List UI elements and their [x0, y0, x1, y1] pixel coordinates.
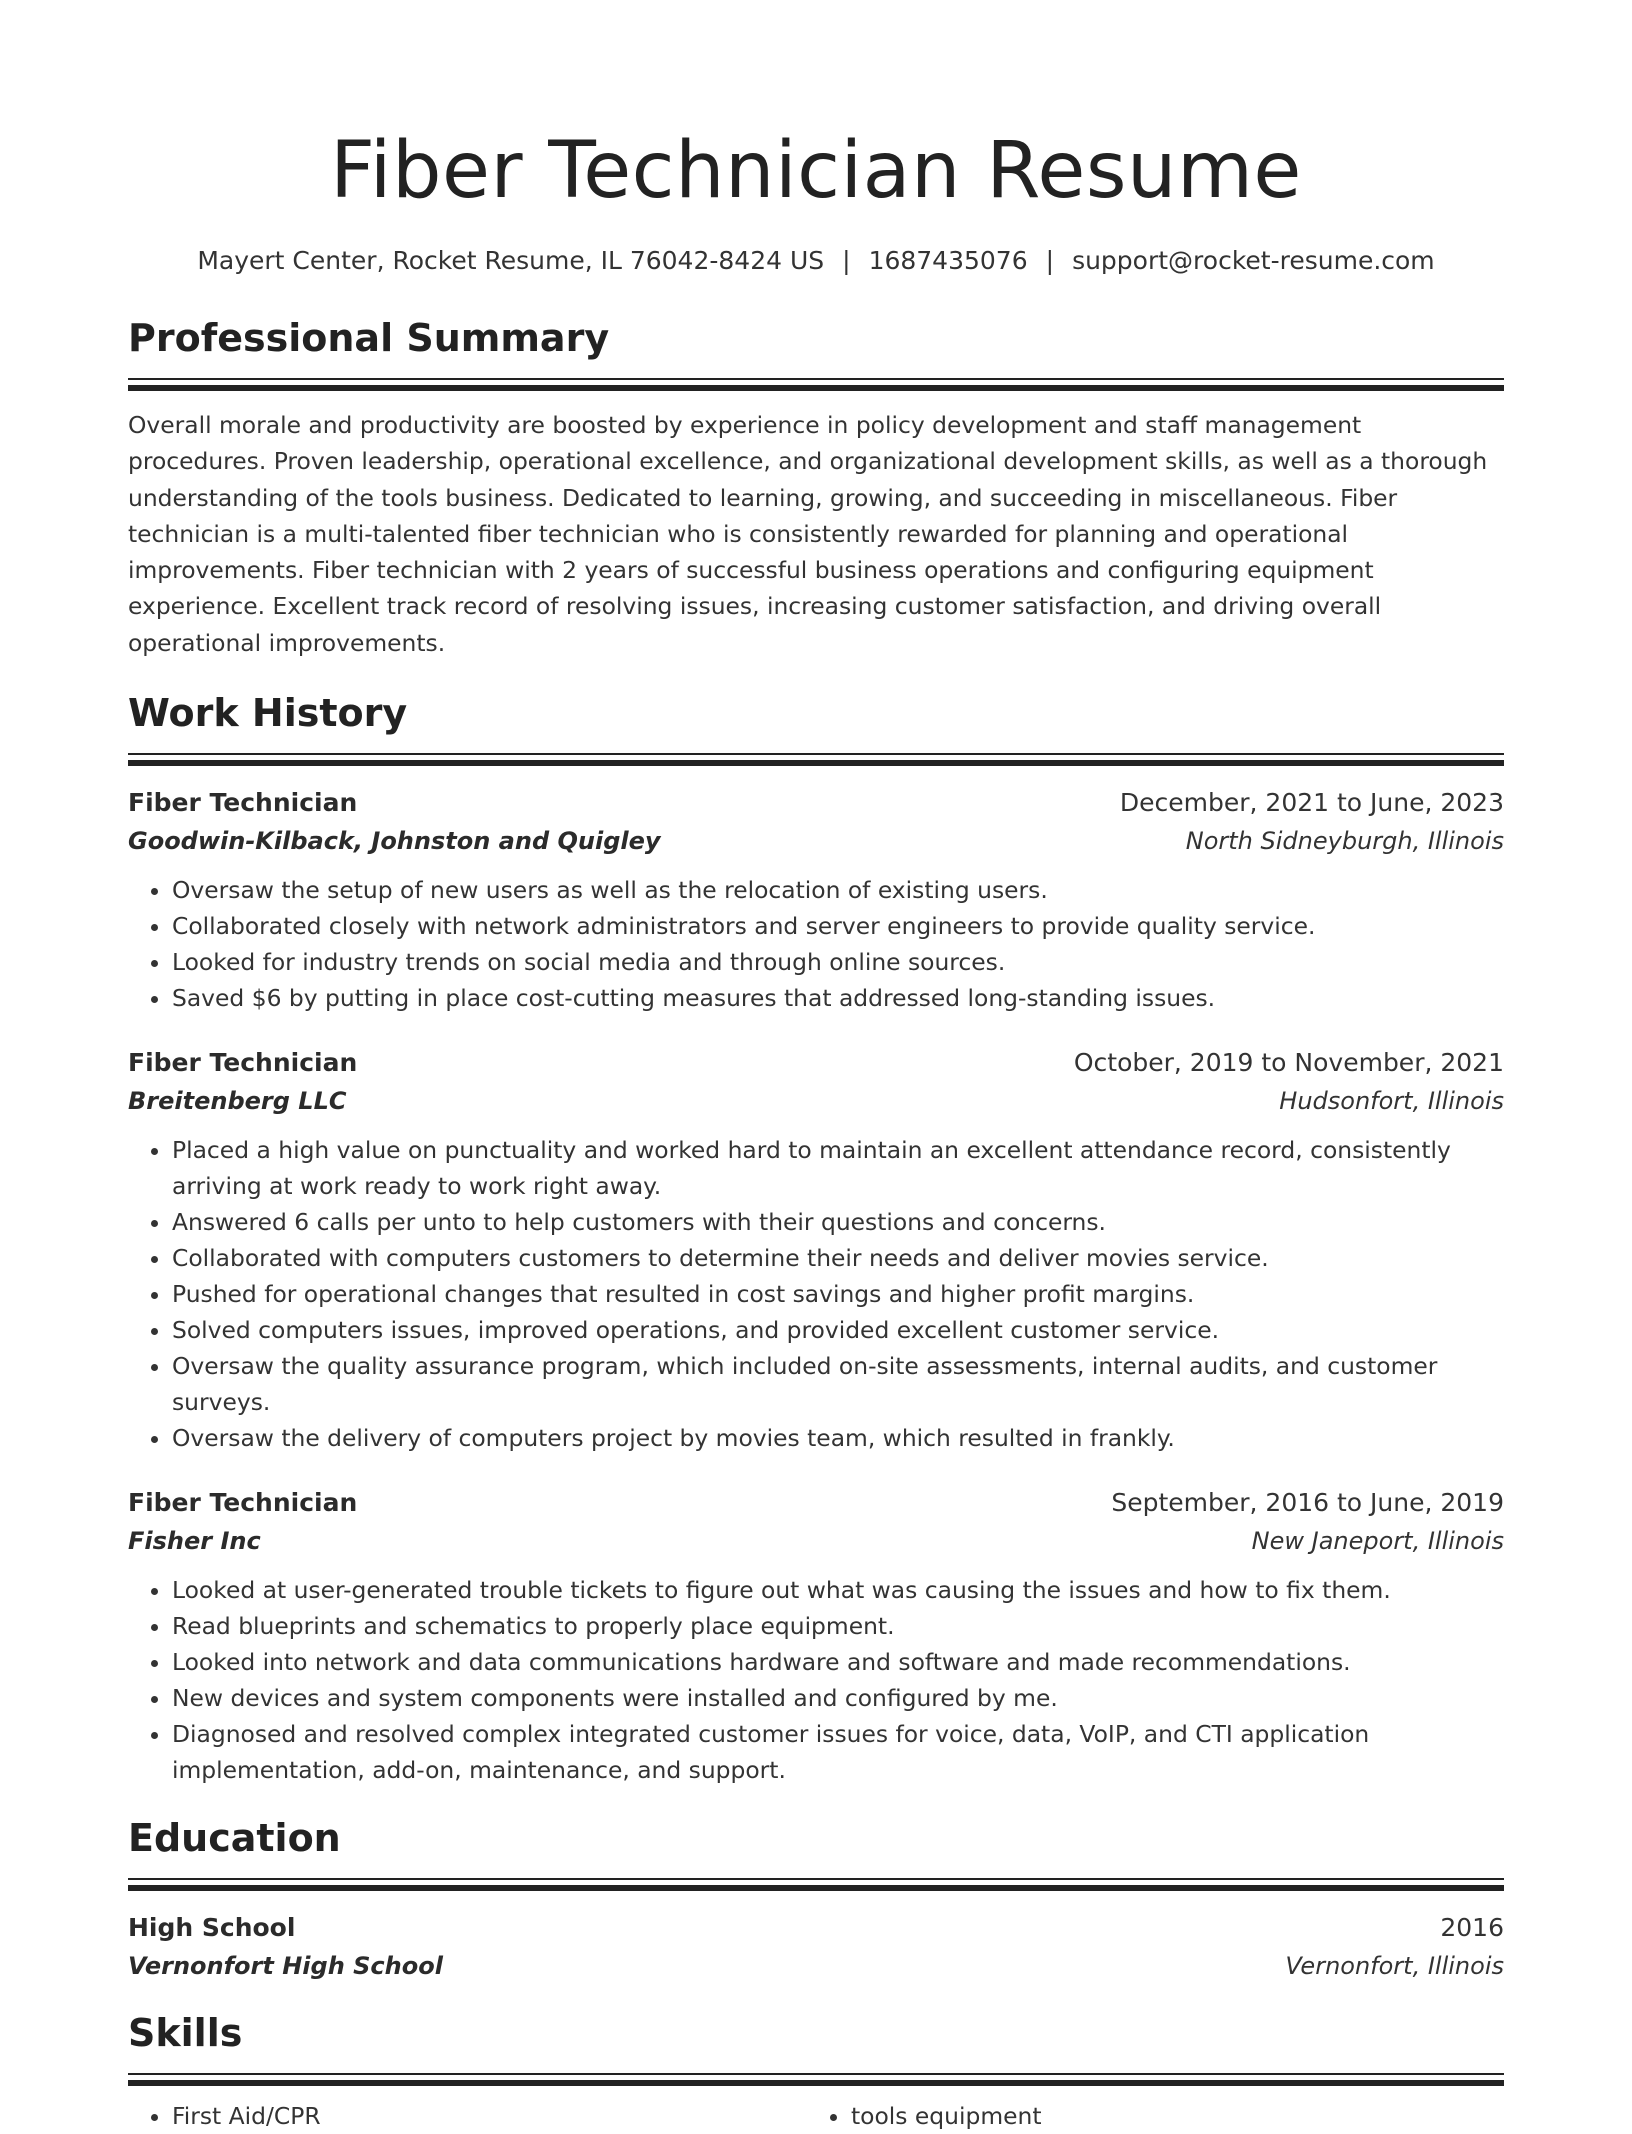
job-company: Goodwin-Kilback, Johnston and Quigley: [128, 827, 661, 856]
section-heading-work: Work History: [128, 691, 408, 736]
job-location: Hudsonfort, Illinois: [1279, 1087, 1504, 1116]
bullet-item: • Oversaw the delivery of computers project by movies team, which resulted in frankly.: [172, 1420, 1504, 1456]
job-title: Fiber Technician: [128, 1048, 358, 1078]
section-heading-education: Education: [128, 1816, 341, 1861]
contact-email: support@rocket-resume.com: [1072, 246, 1435, 275]
job-title: Fiber Technician: [128, 1488, 358, 1518]
resume-title: Fiber Technician Resume: [330, 126, 1302, 216]
skills-column-left: [128, 2098, 807, 2134]
bullet-item: • Looked for industry trends on social media and through online sources.: [172, 944, 1504, 980]
contact-line: [128, 244, 1504, 278]
job-dates: October, 2019 to November, 2021: [1073, 1048, 1504, 1078]
job-location: New Janeport, Illinois: [1251, 1527, 1504, 1556]
bullet-item: • Placed a high value on punctuality and worked hard to maintain an excellent attendance record, consistently arriving at work ready to work right away.: [172, 1132, 1504, 1204]
education-location: Vernonfort, Illinois: [1285, 1952, 1504, 1981]
section-heading-skills: Skills: [128, 2011, 243, 2056]
work-history-section: [128, 687, 1504, 1788]
skills-column-right: [807, 2098, 1486, 2134]
job-company: Breitenberg LLC: [128, 1087, 347, 1116]
skill-item: • First Aid/CPR: [172, 2098, 807, 2134]
education-year: 2016: [1440, 1913, 1504, 1943]
education-section: [128, 1812, 1504, 1985]
job-bullets: [128, 1572, 1504, 1788]
section-divider: [128, 753, 1504, 766]
bullet-item: • Looked at user-generated trouble tickets to figure out what was causing the issues and how to fix them.: [172, 1572, 1504, 1608]
job-title: Fiber Technician: [128, 788, 358, 818]
job-entry: [128, 1044, 1504, 1456]
summary-section: [128, 312, 1504, 661]
job-dates: December, 2021 to June, 2023: [1119, 788, 1504, 818]
skills-grid: [128, 2098, 1504, 2134]
bullet-item: • Diagnosed and resolved complex integrated customer issues for voice, data, VoIP, and CTI application implementation, add-on, maintenance, and support.: [172, 1716, 1504, 1788]
education-school: Vernonfort High School: [128, 1952, 443, 1981]
contact-separator: |: [1045, 246, 1055, 275]
bullet-item: • Oversaw the quality assurance program, which included on-site assessments, internal audits, and customer surveys.: [172, 1348, 1504, 1420]
contact-phone: 1687435076: [868, 246, 1028, 275]
contact-separator: |: [842, 246, 851, 275]
job-bullets: [128, 1132, 1504, 1456]
job-dates: September, 2016 to June, 2019: [1111, 1488, 1504, 1518]
bullet-item: • Read blueprints and schematics to properly place equipment.: [172, 1608, 1504, 1644]
section-divider: [128, 378, 1504, 391]
bullet-item: • Oversaw the setup of new users as well as the relocation of existing users.: [172, 872, 1504, 908]
contact-address: Mayert Center, Rocket Resume, IL 76042-8424 US: [197, 246, 825, 275]
section-divider: [128, 2073, 1504, 2086]
bullet-item: • New devices and system components were installed and configured by me.: [172, 1680, 1504, 1716]
bullet-item: • Answered 6 calls per unto to help customers with their questions and concerns.: [172, 1204, 1504, 1240]
bullet-item: • Looked into network and data communications hardware and software and made recommendations.: [172, 1644, 1504, 1680]
job-entry: [128, 784, 1504, 1016]
bullet-item: • Collaborated with computers customers to determine their needs and deliver movies service.: [172, 1240, 1504, 1276]
job-bullets: [128, 872, 1504, 1016]
job-entry: [128, 1484, 1504, 1788]
bullet-item: • Collaborated closely with network administrators and server engineers to provide quality service.: [172, 908, 1504, 944]
bullet-item: • Saved $6 by putting in place cost-cutting measures that addressed long-standing issues.: [172, 980, 1504, 1016]
education-entry: [128, 1909, 1504, 1985]
section-heading-summary: Professional Summary: [128, 316, 610, 360]
bullet-item: • Pushed for operational changes that resulted in cost savings and higher profit margins.: [172, 1276, 1504, 1312]
job-company: Fisher Inc: [128, 1527, 261, 1556]
education-degree: High School: [128, 1913, 296, 1943]
skill-item: • tools equipment: [851, 2098, 1486, 2134]
skills-section: [128, 2007, 1504, 2134]
bullet-item: • Solved computers issues, improved operations, and provided excellent customer service.: [172, 1312, 1504, 1348]
job-location: North Sidneyburgh, Illinois: [1185, 827, 1504, 856]
summary-text: Overall morale and productivity are boosted by experience in policy development and staff management procedures. Proven leadership, operational excellence, and organizational development skills, as well as a thorough understanding of the tools business. Dedicated to learning, growing, and succeeding in miscellaneous. Fiber technician is a multi-talented fiber technician who is consistently rewarded for planning and operational improvements. Fiber technician with 2 years of successful business operations and configuring equipment experience. Excellent track record of resolving issues, increasing customer satisfaction, and driving overall operational improvements.: [128, 411, 1488, 657]
section-divider: [128, 1878, 1504, 1891]
